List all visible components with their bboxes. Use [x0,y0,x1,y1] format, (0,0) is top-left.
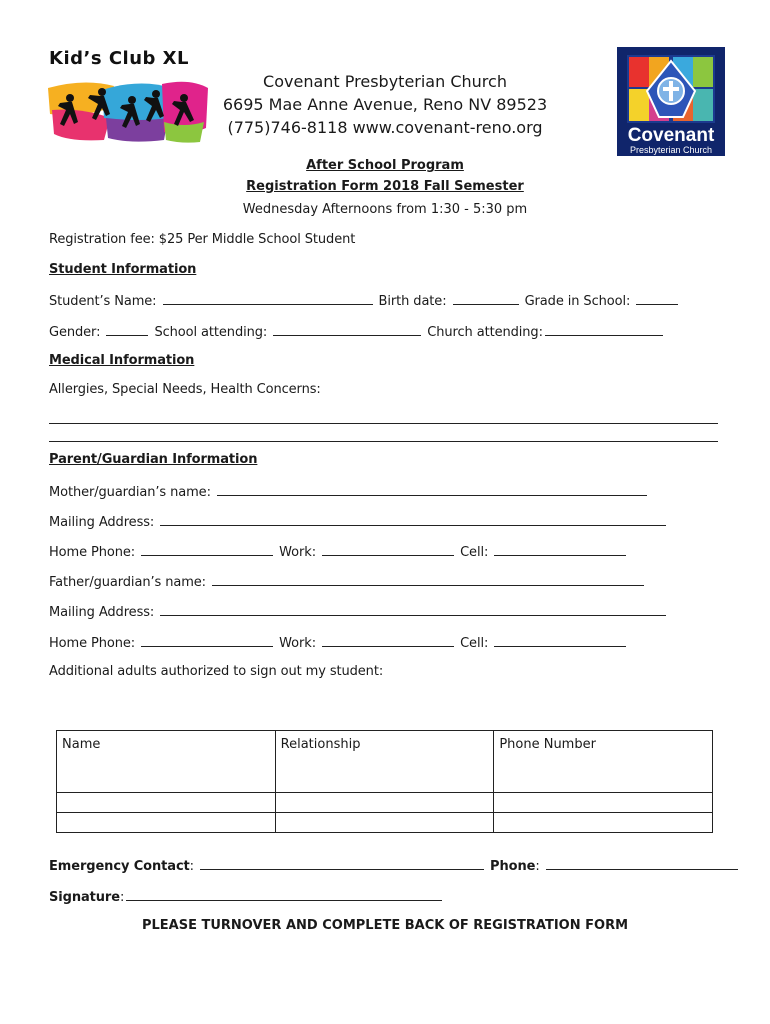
student-name-row [49,292,680,309]
covenant-church-logo [617,47,725,156]
father-mailing-field[interactable] [160,603,666,616]
column-header-phone: Phone Number [494,731,713,793]
program-schedule: Wednesday Afternoons from 1:30 - 5:30 pm [242,202,528,217]
medical-concerns-line-1[interactable] [49,423,718,424]
table-cell[interactable] [275,813,494,833]
father-cell-label: Cell: [460,636,489,651]
kids-club-logo-graphic [44,48,214,148]
signature-row: Signature: [49,888,444,905]
medical-concerns-line-2[interactable] [49,441,718,442]
mother-mailing-label: Mailing Address: [49,515,155,530]
medical-concerns-label: Allergies, Special Needs, Health Concerns: [49,382,321,397]
mother-cell-field[interactable] [494,543,626,556]
grade-label: Grade in School: [524,294,631,309]
table-cell[interactable] [57,793,276,813]
medical-info-heading: Medical Information [49,353,195,368]
stained-glass-cross-icon [617,47,725,127]
authorized-adults-table [56,730,713,833]
church-logo-subname: Presbyterian Church [629,145,713,155]
mother-name-field[interactable] [217,483,647,496]
signature-label: Signature [49,890,120,905]
birth-date-label: Birth date: [378,294,447,309]
form-title: Registration Form 2018 Fall Semester [246,179,524,194]
father-phone-row [49,634,628,651]
parent-info-heading: Parent/Guardian Information [49,452,258,467]
table-cell[interactable] [275,793,494,813]
grade-field[interactable] [636,292,678,305]
program-title-block [200,155,570,197]
table-cell[interactable] [494,813,713,833]
mother-address-row [49,513,668,530]
church-address-block [200,70,570,139]
gender-field[interactable] [106,323,148,336]
church-logo-name: Covenant [627,125,715,146]
church-attending-field[interactable] [545,323,663,336]
gender-label: Gender: [49,325,101,340]
mother-home-phone-field[interactable] [141,543,273,556]
mother-name-label: Mother/guardian’s name: [49,485,211,500]
school-label: School attending: [154,325,268,340]
registration-fee: Registration fee: $25 Per Middle School Student [49,232,356,247]
signature-field[interactable] [126,888,442,901]
column-header-name: Name [57,731,276,793]
additional-adults-label: Additional adults authorized to sign out my student: [49,664,384,679]
father-name-label: Father/guardian’s name: [49,575,206,590]
emergency-row: Emergency Contact: Phone: [49,857,740,874]
student-info-heading: Student Information [49,262,197,277]
mother-mailing-field[interactable] [160,513,666,526]
church-name: Covenant Presbyterian Church [263,72,507,91]
school-field[interactable] [273,323,421,336]
father-mailing-label: Mailing Address: [49,605,155,620]
mother-home-phone-label: Home Phone: [49,545,136,560]
father-name-field[interactable] [212,573,644,586]
table-cell[interactable] [57,813,276,833]
table-header-row [57,731,713,793]
church-attending-label: Church attending: [427,325,543,340]
emergency-contact-field[interactable] [200,857,484,870]
table-cell[interactable] [494,793,713,813]
table-row [57,813,713,833]
father-address-row [49,603,668,620]
mother-row [49,483,649,500]
father-work-label: Work: [279,636,316,651]
father-home-phone-field[interactable] [141,634,273,647]
church-street-address: 6695 Mae Anne Avenue, Reno NV 89523 [222,95,548,114]
kids-club-logo-text: Kid’s Club XL [49,48,190,69]
turnover-notice: PLEASE TURNOVER AND COMPLETE BACK OF REGISTRATION FORM [141,918,629,933]
table-row [57,793,713,813]
father-home-phone-label: Home Phone: [49,636,136,651]
kids-club-logo [44,48,214,148]
mother-phone-row [49,543,628,560]
mother-work-label: Work: [279,545,316,560]
emergency-contact-label: Emergency Contact [49,859,190,874]
father-row [49,573,646,590]
father-work-field[interactable] [322,634,454,647]
mother-work-field[interactable] [322,543,454,556]
emergency-phone-field[interactable] [546,857,738,870]
student-school-row [49,323,665,340]
emergency-phone-label: Phone [490,859,536,874]
program-title: After School Program [306,158,464,173]
father-cell-field[interactable] [494,634,626,647]
student-name-field[interactable] [163,292,373,305]
church-contact: (775)746-8118 www.covenant-reno.org [227,118,543,137]
column-header-relationship: Relationship [275,731,494,793]
mother-cell-label: Cell: [460,545,489,560]
birth-date-field[interactable] [453,292,519,305]
student-name-label: Student’s Name: [49,294,157,309]
